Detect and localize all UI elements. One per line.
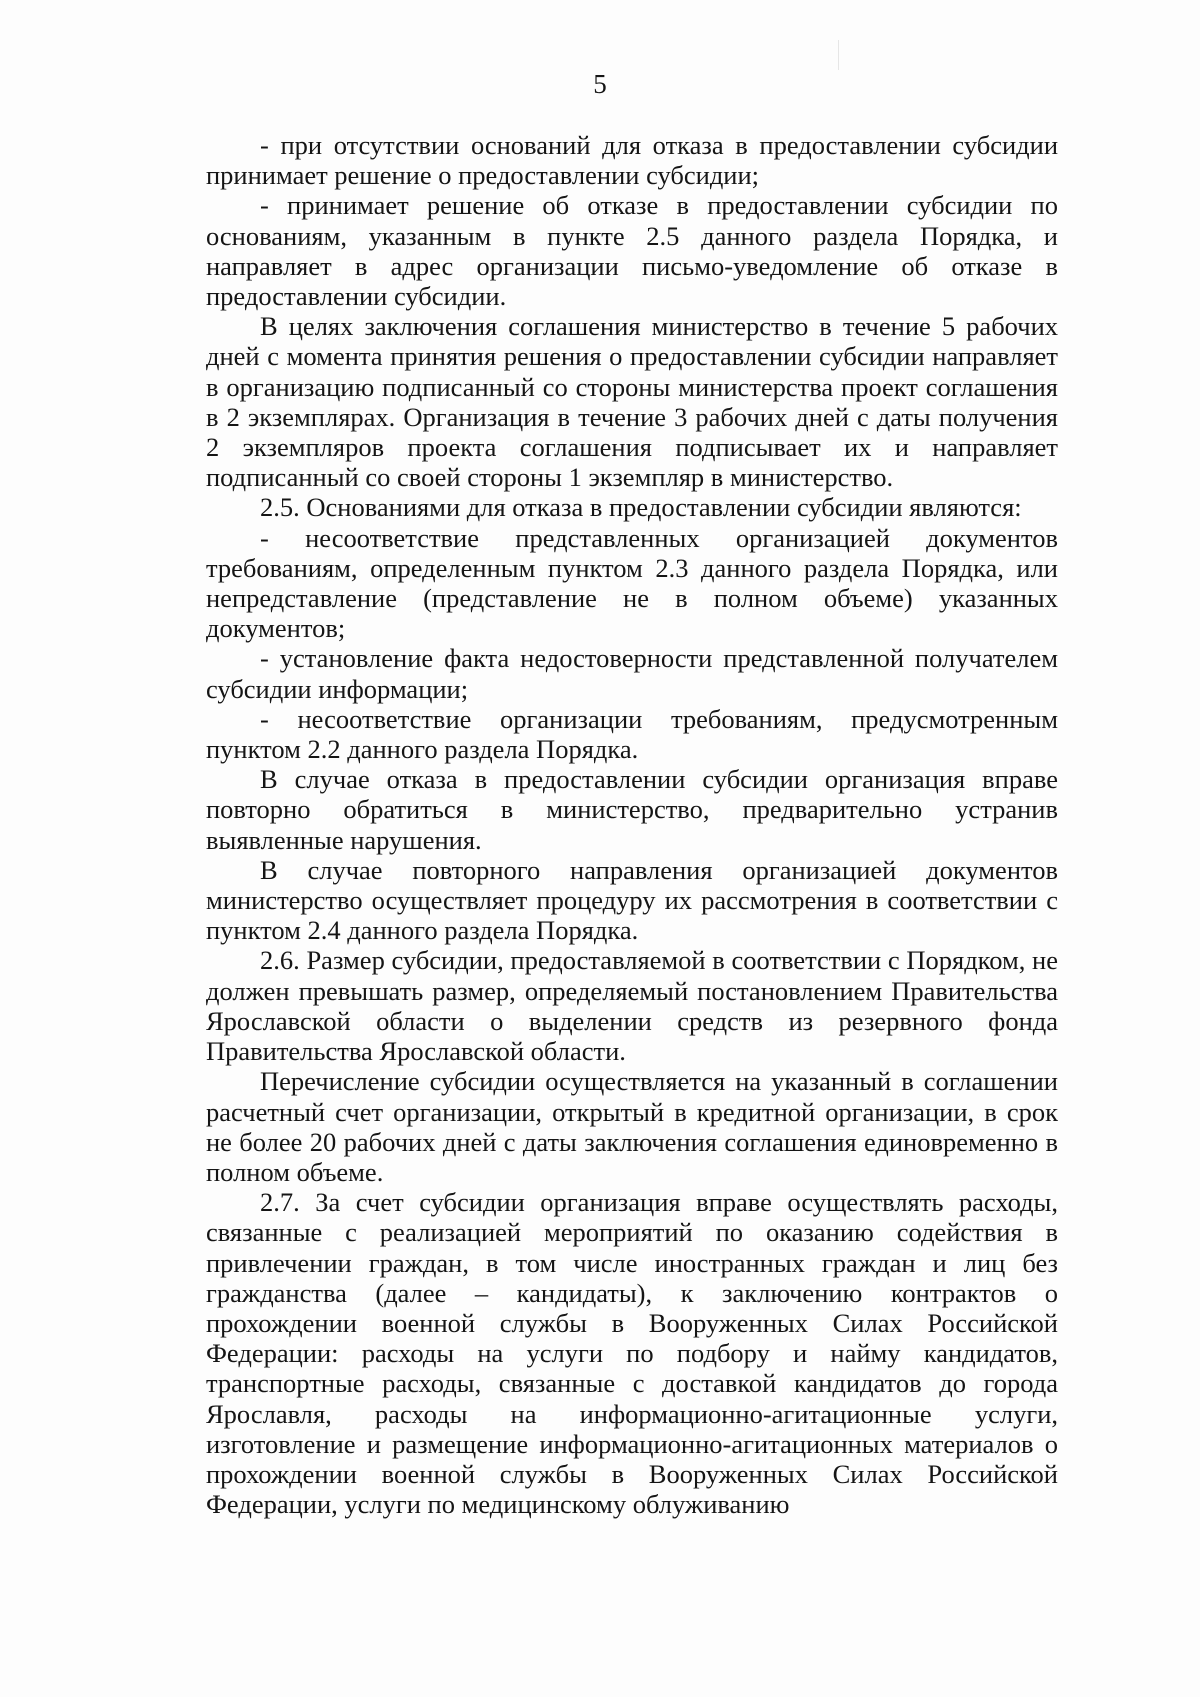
scan-artifact bbox=[838, 40, 839, 70]
paragraph: Перечисление субсидии осуществляется на указанный в соглашении расчетный счет организации, открытый в кредитной организации, в срок не более 20 рабочих дней с даты заключения соглашения единовременно в полном объеме. bbox=[206, 1066, 1058, 1187]
paragraph-section-2-5: 2.5. Основаниями для отказа в предоставлении субсидии являются: bbox=[260, 492, 1022, 523]
paragraph: В случае отказа в предоставлении субсидии организация вправе повторно обратиться в министерство, предварительно устранив выявленные нарушения. bbox=[206, 764, 1058, 855]
paragraph: - принимает решение об отказе в предоставлении субсидии по основаниям, указанным в пункте 2.5 данного раздела Порядка, и направляет в адрес организации письмо-уведомление об отказе в предоставлении субсидии. bbox=[206, 190, 1058, 312]
paragraph-section-2-7: 2.7. За счет субсидии организация вправе осуществлять расходы, связанные с реализацией мероприятий по оказанию содействия в привлечении граждан, в том числе иностранных граждан и лиц без гражданства (далее – кандидаты), к заключению контрактов о прохождении военной службы в Вооруженных Силах Российской Федерации: расходы на услуги по подбору и найму кандидатов, транспортные расходы, связанные с доставкой кандидатов до города Ярославля, расходы на информационно-агитационные услуги, изготовление и размещение информационно-агитационных материалов о прохождении военной службы в Вооруженных Силах Российской Федерации, услуги по медицинскому облуживанию bbox=[206, 1187, 1058, 1520]
paragraph-section-2-6: 2.6. Размер субсидии, предоставляемой в соответствии с Порядком, не должен превышать размер, определяемый постановлением Правительства Ярославской области о выделении средств из резервного фонда Правительства Ярославской области. bbox=[206, 945, 1058, 1067]
paragraph: - несоответствие представленных организацией документов требованиям, определенным пунктом 2.3 данного раздела Порядка, или непредставление (представление не в полном объеме) указанных документов; bbox=[206, 522, 1058, 644]
paragraph: В случае повторного направления организацией документов министерство осуществляет процедуру их рассмотрения в соответствии с пунктом 2.4 данного раздела Порядка. bbox=[206, 854, 1058, 946]
document-body bbox=[206, 130, 1058, 1519]
paragraph: В целях заключения соглашения министерство в течение 5 рабочих дней с момента принятия решения о предоставлении субсидии направляет в организацию подписанный со стороны министерства проект соглашения в 2 экземплярах. Организация в течение 3 рабочих дней с даты получения 2 экземпляров проекта соглашения подписывает их и направляет подписанный со своей стороны 1 экземпляр в министерство. bbox=[206, 311, 1058, 493]
paragraph: - установление факта недостоверности представленной получателем субсидии информации; bbox=[206, 643, 1058, 704]
paragraph: - при отсутствии оснований для отказа в предоставлении субсидии принимает решение о предоставлении субсидии; bbox=[206, 130, 1058, 191]
page-number: 5 bbox=[593, 69, 607, 99]
paragraph: - несоответствие организации требованиям, предусмотренным пунктом 2.2 данного раздела Порядка. bbox=[206, 703, 1058, 765]
